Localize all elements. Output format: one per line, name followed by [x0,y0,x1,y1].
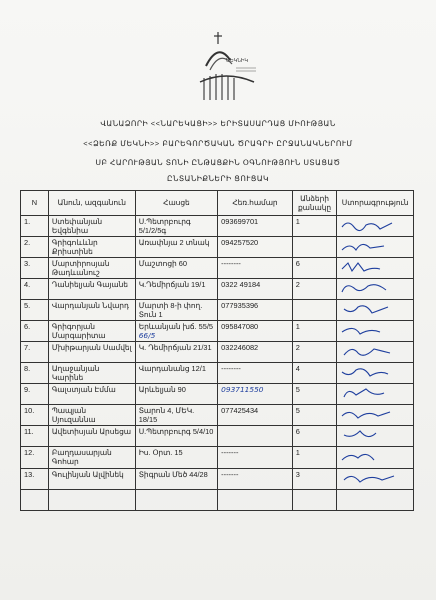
row-number: 6. [21,321,49,342]
signature-icon [340,259,398,275]
recipient-phone [218,300,293,321]
phone-text: 093699701 [221,217,259,226]
row-number: 9. [21,384,49,405]
phone-text: -------- [221,259,241,269]
header-signature: Ստորագրություն [337,191,414,216]
table-row [21,447,414,468]
recipient-address [135,300,217,321]
people-count [292,300,337,321]
empty-cell [135,489,217,510]
people-count: 1 [292,447,337,468]
phone-text: 032246082 [221,343,259,353]
recipient-phone [218,405,293,426]
row-number: 12. [21,447,49,468]
phone-text: 095847080 [221,322,259,332]
recipient-name: Գալստյան Էմմա [48,384,135,405]
recipient-name: Դանիելյան Գայանե [48,279,135,300]
phone-text: 094257520 [221,238,259,248]
empty-table-row [21,489,414,510]
header-address: Հասցե [135,191,217,216]
recipient-name: Ավետիսյան Արսեցա [48,426,135,447]
phone-handwritten: 093711550 [221,385,264,395]
recipient-address [135,342,217,363]
recipient-name: Գրիգորյան Մարգարիտա [48,321,135,342]
people-count: 5 [292,384,337,405]
address-text: Առափնյա 2 տնակ [138,238,210,248]
signature-icon [340,238,398,254]
table-row [21,321,414,342]
recipient-phone [218,447,293,468]
recipient-address [135,321,217,342]
phone-text: 077425434 [221,406,259,416]
row-number: 13. [21,468,49,489]
signature-cell [337,279,414,300]
empty-cell [218,489,293,510]
address-text: Մաշտոցի 60 [138,259,187,269]
address-text: Կ.Դեմիրճյան 19/1 [138,280,206,290]
recipient-name: Պապյան Սյուզաննա [48,405,135,426]
address-text: Իս. Օրտ. 15 [138,448,183,458]
address-text: Ս.Պետրբուրգ 5/4/10 [138,427,214,437]
signature-cell [337,321,414,342]
table-row [21,426,414,447]
people-count: 6 [292,258,337,279]
people-count: 2 [292,279,337,300]
recipient-address [135,279,217,300]
phone-text: 0322 49184 [221,280,261,290]
table-row [21,342,414,363]
recipient-address [135,468,217,489]
address-text: Երևանյան խճ. 55/5 [138,322,214,332]
recipient-address [135,216,217,237]
header-phone: Հեռ.համար [218,191,293,216]
table-row [21,468,414,489]
heading-line-3: ՍԲ ՀԱՐՈՒԹՅԱՆ ՏՈՆԻ ԸՆԹԱՑՔԻՆ ՕԳՆՈՒԹՅՈՒՆ ՍՏԱՑԱԾ [95,158,341,167]
signature-icon [340,448,398,464]
signature-icon [340,470,398,486]
signature-cell [337,468,414,489]
table-row [21,237,414,258]
phone-text: ------- [221,448,239,458]
recipient-address [135,384,217,405]
phone-text: 077935396 [221,301,259,311]
address-text: Ս.Պետրբուրգ 5/1/2/5գ [138,217,191,236]
address-text: Տարոն 4, ՄԵԿ. 18/15 [138,406,195,425]
signature-cell [337,363,414,384]
address-text: Արևելյան 90 [138,385,186,395]
recipient-address [135,426,217,447]
people-count: 2 [292,342,337,363]
people-count: 5 [292,405,337,426]
heading-line-4: ԸՆՏԱՆԻՔՆԵՐԻ ՑՈՒՑԱԿ [167,174,269,183]
header-name: Անուն, ազգանուն [48,191,135,216]
row-number: 4. [21,279,49,300]
recipient-name: Գրիգոևևնր Քրիստինե [48,237,135,258]
signature-cell [337,258,414,279]
signature-icon [340,217,398,233]
recipient-name: Մարտիրոսյան Թադևանուշ [48,258,135,279]
recipient-phone [218,342,293,363]
table-row [21,216,414,237]
recipient-phone [218,321,293,342]
heading-line-2: <<ՁԵՌՔ ՄԵԿՆԻ>> ԲԱՐԵԳՈՐԾԱԿԱՆ ԾՐԱԳՐԻ ԸՐՋԱՆԱԿՆԵՐՈՒՄ [83,139,353,148]
recipient-phone [218,384,293,405]
signature-cell [337,384,414,405]
signature-cell [337,447,414,468]
address-handwritten: 66/5 [138,331,156,341]
row-number: 3. [21,258,49,279]
recipients-table [20,190,414,511]
recipient-address [135,447,217,468]
table-row [21,300,414,321]
recipient-address [135,405,217,426]
address-text: Մարտի 8-ի փող. Տուն 1 [138,301,203,320]
table-header-row [21,191,414,216]
recipient-phone [218,363,293,384]
signature-icon [340,364,398,380]
people-count: 1 [292,216,337,237]
recipient-name: Աղաջանյան Կարինե [48,363,135,384]
signature-icon [340,322,398,338]
recipient-name: Բաղդասարյան Գոհար [48,447,135,468]
phone-text: -------- [221,364,241,374]
people-count: 3 [292,468,337,489]
address-text: Կ. Դեմիրճյան 21/31 [138,343,212,353]
recipient-phone [218,426,293,447]
recipient-phone [218,279,293,300]
header-number: N [21,191,49,216]
table-row [21,384,414,405]
people-count: 6 [292,426,337,447]
address-text: Վարդանանց 12/1 [138,364,206,374]
signature-icon [340,301,398,317]
people-count: 1 [292,321,337,342]
recipient-phone [218,468,293,489]
people-count [292,237,337,258]
signature-icon [340,280,398,296]
signature-cell [337,237,414,258]
row-number: 8. [21,363,49,384]
recipient-name: Գուլինյան Ալվինեկ [48,468,135,489]
row-number: 2. [21,237,49,258]
table-row [21,405,414,426]
recipient-phone [218,237,293,258]
signature-icon [340,385,398,401]
empty-cell [337,489,414,510]
row-number: 7. [21,342,49,363]
people-count: 4 [292,363,337,384]
row-number: 11. [21,426,49,447]
logo-caption: ՄԵԿՆԻԿ [226,58,249,64]
recipient-address [135,258,217,279]
row-number: 5. [21,300,49,321]
signature-icon [340,427,398,443]
table-row [21,258,414,279]
recipient-name: Վարդանյան Նվարդ [48,300,135,321]
church-logo-icon [196,30,266,100]
table-row [21,279,414,300]
heading-line-1: ՎԱՆԱՁՈՐԻ <<ՆԱՐԵԿԱՑԻ>> ԵՐԻՏԱՍԱՐԴԱՑ ՄԻՈՒԹՅԱՆ [100,119,336,128]
empty-cell [48,489,135,510]
signature-cell [337,426,414,447]
empty-cell [21,489,49,510]
signature-icon [340,343,398,359]
row-number: 10. [21,405,49,426]
recipient-address [135,237,217,258]
recipient-name: Ստեփանյան Եվգենիա [48,216,135,237]
recipient-phone [218,216,293,237]
recipient-phone [218,258,293,279]
address-text: Տիգրան Մեծ 44/28 [138,469,208,479]
phone-text: ------- [221,469,239,479]
empty-cell [292,489,337,510]
signature-cell [337,216,414,237]
table-row [21,363,414,384]
signature-cell [337,405,414,426]
signature-icon [340,406,398,422]
row-number: 1. [21,216,49,237]
signature-cell [337,300,414,321]
recipient-name: Մխիթարյան Սամվել [48,342,135,363]
recipient-address [135,363,217,384]
signature-cell [337,342,414,363]
header-people-count: Անձերի քանակը [292,191,337,216]
